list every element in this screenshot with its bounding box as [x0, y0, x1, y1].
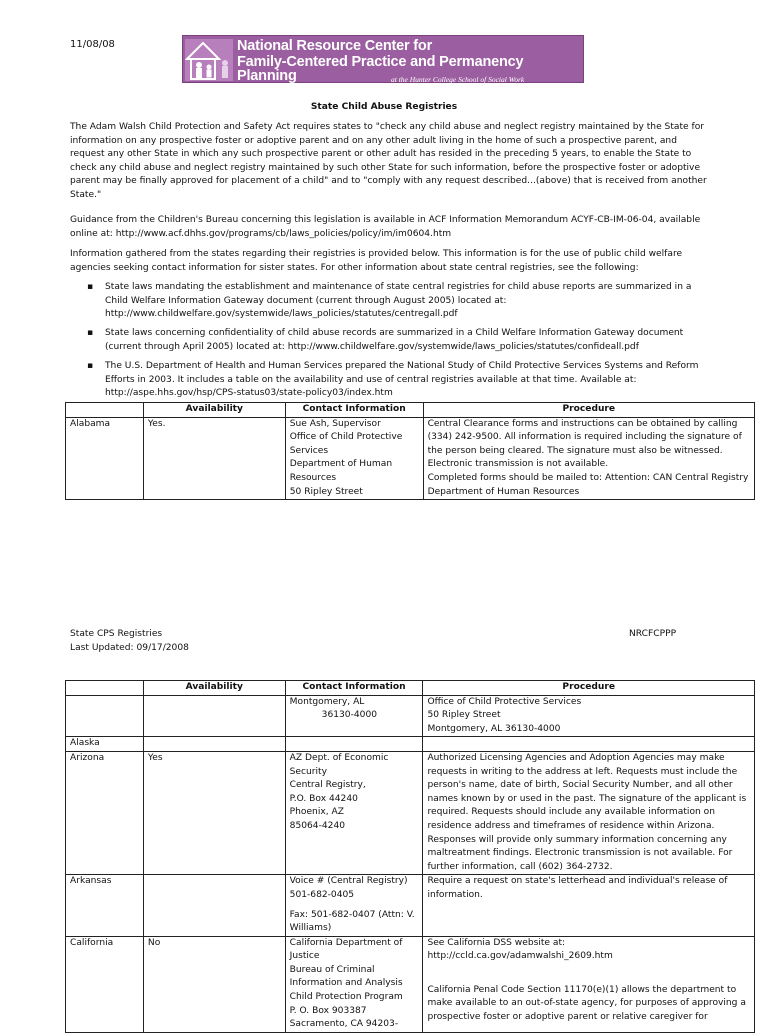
table-header-row: [66, 403, 755, 418]
contact-line: Bureau of Criminal Information and Analysis: [289, 964, 403, 989]
registry-table-page2: [65, 680, 755, 1033]
list-item: ▪ State laws concerning confidentiality of child abuse records are summarized in a Child Welfare Information Gateway document (current through April 2005) located at: http://www.childwelfare.gov/systemwide/laws_policies/statutes/confideall.pdf: [105, 327, 705, 354]
table-row: [66, 695, 755, 737]
availability-cell: Yes.: [143, 417, 285, 500]
contact-line: Department of Human Resources: [289, 459, 393, 483]
availability-cell: [143, 695, 285, 737]
table-row: [66, 737, 755, 752]
header-state: [66, 403, 144, 418]
footer-doc-name: State CPS Registries: [70, 629, 163, 639]
contact-cell: [285, 875, 423, 936]
contact-line: Voice # (Central Registry) 501-682-0405: [289, 876, 408, 900]
contact-line: Sacramento, CA 94203-: [289, 1019, 399, 1030]
list-item: ▪ The U.S. Department of Health and Human Services prepared the National Study of Child Protective Services Systems and Reform Efforts in 2003. It includes a table on the availability and use of central registries available at that time. Available at: http://aspe.hhs.gov/hsp/CPS-status03/state-policy03/index.htm: [105, 360, 705, 401]
header-contact: Contact Information: [285, 403, 423, 418]
list-item: ▪ State laws mandating the establishment and maintenance of state central registries for child abuse reports are summarized in a Child Welfare Information Gateway document (current through August 2005) located at: http://www.childwelfare.gov/systemwide/laws_policies/statutes/centregall.pdf: [105, 281, 705, 322]
procedure-line: Central Clearance forms and instructions can be obtained by calling (334) 242-9500. All information is required including the signature of the person being cleared. The signature must also be witnessed.: [427, 418, 742, 456]
state-cell: Arizona: [66, 751, 144, 874]
state-cell: California: [66, 936, 144, 1032]
contact-line: 85064-4240: [289, 820, 346, 831]
availability-cell: Yes: [143, 751, 285, 874]
contact-line: 50 Ripley Street: [289, 486, 363, 497]
page-footer-right: NRCFCPPP: [629, 629, 677, 639]
contact-line: Phoenix, AZ: [289, 807, 344, 818]
procedure-line: Electronic transmission is not available.: [427, 459, 609, 470]
procedure-cell: [423, 695, 755, 737]
header-availability: Availability: [143, 403, 285, 418]
procedure-cell: Authorized Licensing Agencies and Adoption Agencies may make requests in writing to the address at left. Requests must include the person's name, date of birth, Social Security Number, and all other names known by or used in the past. The signature of the applicant is required. Requests should include any available information on residence address and timeframes of residence within Arizona. Responses will provide only summary information concerning any maltreatment findings. Electronic transmission is not available. For further information, call (602) 364-2732.: [423, 751, 755, 874]
contact-line: Central Registry,: [289, 780, 366, 791]
table-header-row: [66, 681, 755, 696]
state-cell: Alaska: [66, 737, 144, 752]
header-availability: Availability: [143, 681, 285, 696]
procedure-cell: Require a request on state's letterhead and individual's release of information.: [423, 875, 755, 936]
document-date: 11/08/08: [70, 39, 115, 50]
header-state: [66, 681, 144, 696]
contact-cell: [285, 737, 423, 752]
procedure-line: See California DSS website at: http://ccld.ca.gov/adamwalshi_2609.htm: [427, 937, 613, 962]
state-cell: Arkansas: [66, 875, 144, 936]
nrc-banner-logo: [182, 35, 584, 83]
availability-cell: No: [143, 936, 285, 1032]
availability-cell: [143, 875, 285, 936]
table-row: [66, 751, 755, 874]
contact-line: Fax: 501-682-0407 (Attn: V. Williams): [289, 909, 415, 934]
footer-updated: Last Updated: 09/17/2008: [70, 642, 189, 653]
procedure-cell: [423, 737, 755, 752]
contact-line: 36130-4000: [321, 710, 378, 721]
procedure-line: Office of Child Protective Services: [427, 696, 582, 707]
procedure-cell: [423, 936, 755, 1032]
header-procedure: Procedure: [423, 403, 754, 418]
contact-line: P.O. Box 44240: [289, 793, 358, 804]
procedure-line: Montgomery, AL 36130-4000: [427, 723, 561, 734]
contact-line: P. O. Box 903387: [289, 1005, 367, 1016]
state-cell: [66, 695, 144, 737]
banner-subtitle: at the Hunter College School of Social Work: [391, 75, 525, 84]
procedure-line: 50 Ripley Street: [427, 710, 501, 721]
contact-cell: [285, 695, 423, 737]
contact-line: AZ Dept. of Economic Security: [289, 752, 389, 777]
intro-paragraph: The Adam Walsh Child Protection and Safety Act requires states to "check any child abuse and neglect registry maintained by the State for information on any prospective foster or adoptive parent and on any other adult living in the home of such a prospective parent, and request any other State in which any such prospective parent or other adult has resided in the preceding 5 years, to enable the State to check any child abuse and neglect registry maintained by such other State for such information, before the prospective foster or adoptive parent may be finally approved for placement of a child" and to "comply with any request described...(above) that is received from another State.": [70, 122, 707, 200]
contact-line: Child Protection Program: [289, 992, 403, 1003]
document-title: State Child Abuse Registries: [310, 102, 458, 112]
availability-cell: [143, 737, 285, 752]
table-row: [66, 417, 755, 500]
contact-cell: [285, 417, 423, 500]
table-row: [66, 875, 755, 936]
contact-line: Sue Ash, Supervisor: [289, 418, 381, 429]
banner-title-line2: Family-Centered Practice and Permanency Planning: [237, 54, 524, 84]
info-paragraph: Information gathered from the states regarding their registries is provided below. This information is for the use of public child welfare agencies seeking contact information for sister states. For other information about state central registries, see the following:: [70, 249, 683, 273]
banner-title-line1: National Resource Center for: [237, 38, 433, 54]
procedure-line: Completed forms should be mailed to: Attention: CAN Central Registry Department of Human Resources: [427, 472, 749, 497]
header-procedure: Procedure: [423, 681, 755, 696]
guidance-paragraph: Guidance from the Children's Bureau concerning this legislation is available in ACF Information Memorandum ACYF-CB-IM-06-04, available online at: http://www.acf.dhhs.gov/programs/cb/laws_policies/policy/im/im0604.htm: [70, 215, 701, 239]
table-row: [66, 936, 755, 1032]
procedure-cell: [423, 417, 754, 500]
procedure-line: California Penal Code Section 11170(e)(1) allows the department to make available to an out-of-state agency, for purposes of approving a prospective foster or adoptive parent or relative caregiver for: [427, 984, 746, 1023]
registry-table-page1: [65, 402, 755, 500]
contact-cell: [285, 936, 423, 1032]
contact-line: Office of Child Protective Services: [289, 432, 403, 456]
contact-cell: [285, 751, 423, 874]
header-contact: Contact Information: [285, 681, 423, 696]
page-footer-left: [70, 628, 189, 655]
state-cell: Alabama: [66, 417, 144, 500]
contact-line: California Department of Justice: [289, 937, 403, 962]
house-family-icon: [185, 39, 233, 81]
contact-line: Montgomery, AL: [289, 696, 365, 707]
